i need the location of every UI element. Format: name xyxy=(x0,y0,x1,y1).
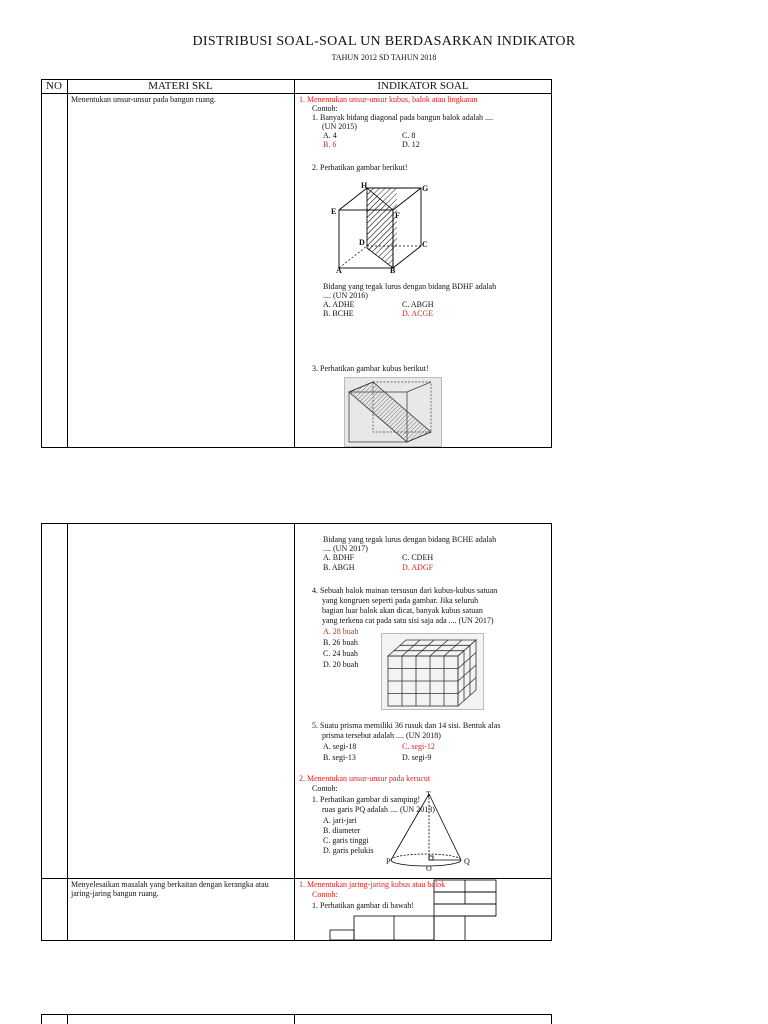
cone-question-1: 1. Perhatikan gambar di samping! xyxy=(312,795,421,804)
cone-label-p: P xyxy=(386,857,391,866)
col-header-indikator: INDIKATOR SOAL xyxy=(377,80,469,92)
contoh-label: Contoh: xyxy=(312,104,338,113)
option-b: B. diameter xyxy=(323,826,361,835)
question-3-year: .... (UN 2017) xyxy=(323,544,368,553)
option-a: A. ADHE xyxy=(323,300,355,309)
option-b-answer: B. 6 xyxy=(323,140,337,149)
figure-label-f: F xyxy=(395,211,400,220)
cone-label-o: O xyxy=(426,864,432,873)
page-title: DISTRIBUSI SOAL-SOAL UN BERDASARKAN INDIKATOR xyxy=(192,34,576,49)
option-d: D. garis pelukis xyxy=(323,846,374,855)
cube-photo-drawing xyxy=(345,378,441,446)
cone-question-text: ruas garis PQ adalah .... (UN 2013) xyxy=(322,805,435,814)
option-b: B. segi-13 xyxy=(323,753,356,762)
table-page-3-right xyxy=(551,1014,552,1024)
indikator-heading: 1. Menentukan unsur-unsur kubus, balok atau lingkaran xyxy=(299,95,478,104)
option-c: C. 24 buah xyxy=(323,649,358,658)
option-c: C. CDEH xyxy=(402,553,434,562)
option-d-answer: D. ACGE xyxy=(402,309,434,318)
figure-label-a: A xyxy=(336,266,342,275)
option-c: C. ABGH xyxy=(402,300,434,309)
question-1-year: (UN 2015) xyxy=(322,122,357,131)
option-b: B. ABGH xyxy=(323,563,355,572)
option-a: A. jari-jari xyxy=(323,816,357,825)
option-a-answer: A. 28 buah xyxy=(323,627,359,636)
net-question-1: 1. Perhatikan gambar di bawah! xyxy=(312,901,414,910)
table-page-3-left xyxy=(41,1014,42,1024)
question-3-text: Bidang yang tegak lurus dengan bidang BCHE adalah xyxy=(323,535,497,544)
question-4-line-2: yang kongruen seperti pada gambar. Jika seluruh xyxy=(322,596,479,605)
cube-block-drawing xyxy=(382,634,483,709)
option-d: D. segi-9 xyxy=(402,753,432,762)
figure-label-b: B xyxy=(390,266,396,275)
contoh-label: Contoh: xyxy=(312,784,338,793)
col-divider xyxy=(294,79,295,448)
option-a: A. BDHF xyxy=(323,553,355,562)
col-divider xyxy=(294,1014,295,1024)
question-2: 2. Perhatikan gambar berikut! xyxy=(312,163,408,172)
question-2-year: .... (UN 2016) xyxy=(323,291,368,300)
cube-block-photo xyxy=(381,633,484,710)
cone-figure xyxy=(385,790,465,872)
col-header-materi: MATERI SKL xyxy=(148,80,213,92)
option-a: A. 4 xyxy=(323,131,337,140)
col-divider xyxy=(67,1014,68,1024)
col-divider xyxy=(67,79,68,448)
cuboid-figure xyxy=(325,180,435,278)
question-2-text: Bidang yang tegak lurus dengan bidang BDHF adalah xyxy=(323,282,497,291)
cube-photo xyxy=(344,377,442,447)
indikator-heading-2: 2. Menentukan unsur-unsur pada kerucut xyxy=(299,774,431,783)
table-page-1 xyxy=(41,79,552,448)
option-b: B. 26 buah xyxy=(323,638,358,647)
option-c: C. garis tinggi xyxy=(323,836,369,845)
option-b: B. BCHE xyxy=(323,309,354,318)
materi-text-2: Menyelesaikan masalah yang berkaitan dengan kerangka atau jaring-jaring bangun ruang. xyxy=(71,880,269,898)
option-d: D. 20 buah xyxy=(323,660,359,669)
figure-label-g: G xyxy=(422,184,429,193)
table-page-3-top xyxy=(41,1014,552,1015)
question-4-line-1: 4. Sebuah balok mainan tersusun dari kubus-kubus satuan xyxy=(312,586,498,595)
option-d-answer: D. ADGF xyxy=(402,563,434,572)
option-d: D. 12 xyxy=(402,140,420,149)
question-3: 3. Perhatikan gambar kubus berikut! xyxy=(312,364,429,373)
col-header-no: NO xyxy=(46,80,62,92)
option-c: C. 8 xyxy=(402,131,416,140)
header-divider xyxy=(41,93,552,94)
cone-label-t: T xyxy=(426,790,431,799)
question-4-line-3: bagian luar balok akan dicat, banyak kubus satuan xyxy=(322,606,483,615)
materi-text: Menentukan unsur-unsur pada bangun ruang. xyxy=(71,95,216,104)
question-5-line-2: prisma tersebut adalah .... (UN 2018) xyxy=(322,731,441,740)
question-4-line-4: yang terkena cat pada satu sisi saja ada .... (UN 2017) xyxy=(322,616,494,625)
option-a: A. segi-18 xyxy=(323,742,357,751)
page-subtitle: TAHUN 2012 SD TAHUN 2018 xyxy=(331,53,437,62)
figure-label-h: H xyxy=(361,181,368,190)
cube-net-figure xyxy=(328,878,500,941)
figure-label-c: C xyxy=(422,240,428,249)
figure-label-d: D xyxy=(359,238,365,247)
indikator-heading-3: 1. Menentukan jaring-jaring kubus atau balok xyxy=(299,880,446,889)
option-c-answer: C. segi-12 xyxy=(402,742,435,751)
contoh-label-red: Contoh: xyxy=(312,890,338,899)
question-1: 1. Banyak bidang diagonal pada bangun balok adalah .... xyxy=(312,113,494,122)
cone-label-q: Q xyxy=(464,857,470,866)
figure-label-e: E xyxy=(331,207,337,216)
question-5-line-1: 5. Suatu prisma memiliki 36 rusuk dan 14 sisi. Bentuk alas xyxy=(312,721,501,730)
